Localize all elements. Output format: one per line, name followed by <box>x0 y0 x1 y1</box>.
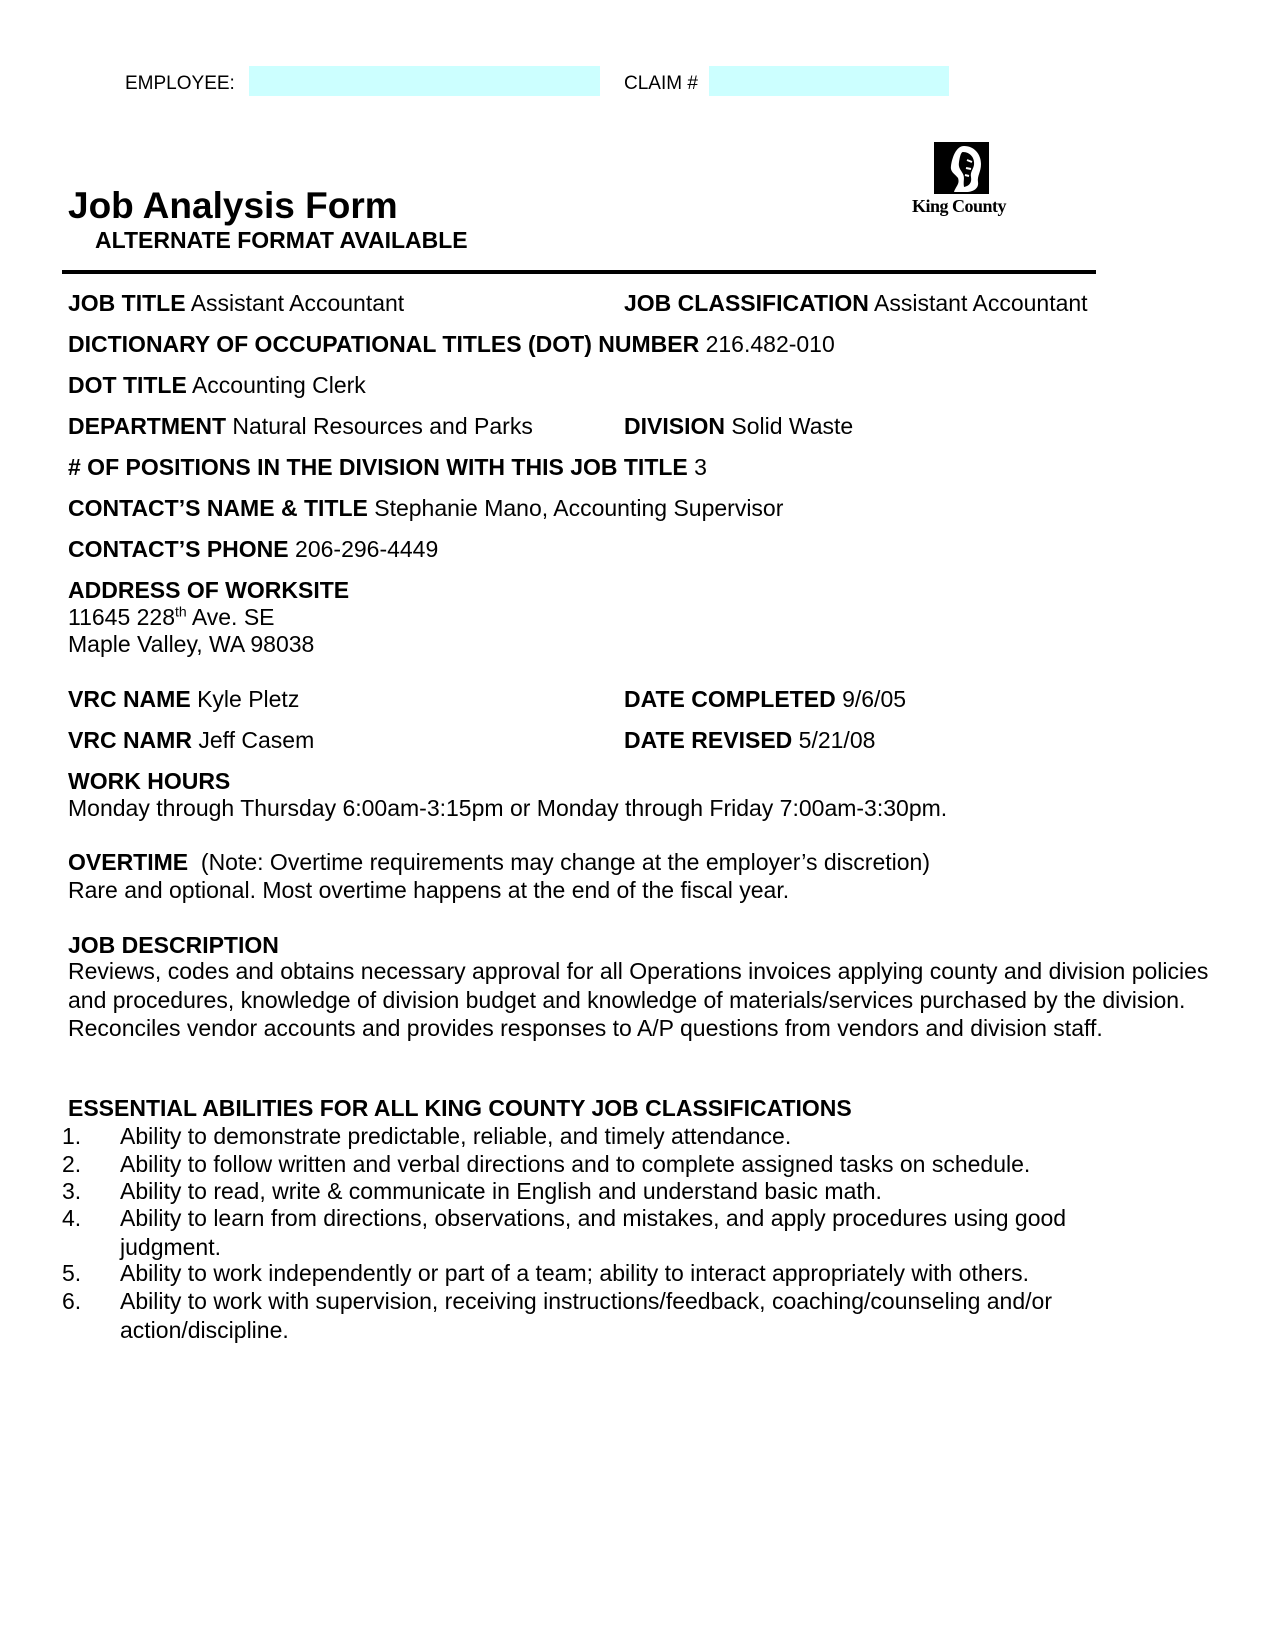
essential-abilities-label: ESSENTIAL ABILITIES FOR ALL KING COUNTY JOB CLASSIFICATIONS <box>68 1095 852 1121</box>
vrc-name-row <box>68 685 299 713</box>
positions-label: # OF POSITIONS IN THE DIVISION WITH THIS JOB TITLE <box>68 454 688 480</box>
contact-name-row <box>68 494 783 522</box>
job-description-label: JOB DESCRIPTION <box>68 932 279 958</box>
address-line2: Maple Valley, WA 98038 <box>68 631 315 657</box>
list-item <box>62 1204 1212 1260</box>
dot-title-row <box>68 371 366 399</box>
list-item <box>62 1150 1212 1178</box>
form-subtitle: ALTERNATE FORMAT AVAILABLE <box>95 227 468 253</box>
claim-label: CLAIM # <box>624 73 698 94</box>
employee-label: EMPLOYEE: <box>125 73 235 94</box>
list-item <box>62 1177 1212 1205</box>
vrc-namr-row <box>68 726 314 754</box>
vrc-namr-value: Jeff Casem <box>198 727 315 753</box>
positions-row <box>68 453 707 481</box>
contact-name-value: Stephanie Mano, Accounting Supervisor <box>374 495 784 521</box>
list-item-number: 6. <box>62 1288 82 1314</box>
dot-number-label: DICTIONARY OF OCCUPATIONAL TITLES (DOT) NUMBER <box>68 331 700 357</box>
job-classification-label: JOB CLASSIFICATION <box>624 290 869 316</box>
overtime-row <box>68 848 930 876</box>
list-item-text: Ability to work independently or part of a team; ability to interact appropriately with others. <box>120 1260 1029 1286</box>
employee-input[interactable] <box>249 66 600 96</box>
form-title: Job Analysis Form <box>68 185 398 226</box>
division-row <box>624 412 853 440</box>
contact-name-label: CONTACT’S NAME & TITLE <box>68 495 368 521</box>
department-row <box>68 412 533 440</box>
contact-phone-row <box>68 535 438 563</box>
list-item <box>62 1259 1212 1287</box>
list-item-number: 2. <box>62 1151 82 1177</box>
division-value: Solid Waste <box>731 413 854 439</box>
list-item-number: 5. <box>62 1260 82 1286</box>
date-completed-value: 9/6/05 <box>842 686 907 712</box>
date-revised-label: DATE REVISED <box>624 727 793 753</box>
king-county-emblem-icon <box>934 142 989 194</box>
division-label: DIVISION <box>624 413 725 439</box>
department-label: DEPARTMENT <box>68 413 227 439</box>
king-county-logo-text: King County <box>912 196 1007 216</box>
job-title-row <box>68 289 404 317</box>
list-item-number: 3. <box>62 1178 82 1204</box>
vrc-name-label: VRC NAME <box>68 686 191 712</box>
date-completed-label: DATE COMPLETED <box>624 686 836 712</box>
list-item-text: Ability to demonstrate predictable, reliable, and timely attendance. <box>120 1123 792 1149</box>
address-line1-sup: th <box>175 603 187 620</box>
dot-number-value: 216.482-010 <box>705 331 835 357</box>
job-classification-row <box>624 289 1088 317</box>
job-title-value: Assistant Accountant <box>190 290 405 316</box>
dot-number-row <box>68 330 835 358</box>
dot-title-value: Accounting Clerk <box>191 372 366 398</box>
positions-value: 3 <box>694 454 707 480</box>
address-line1-pre: 11645 228 <box>68 604 176 630</box>
vrc-name-value: Kyle Pletz <box>197 686 300 712</box>
job-description-text: Reviews, codes and obtains necessary approval for all Operations invoices applying county and division policies and procedures, knowledge of division budget and knowledge of materials/services purchased by the division. Reconciles vendor accounts and provides responses to A/P questions from vendors and division staff. <box>68 958 1209 1041</box>
department-value: Natural Resources and Parks <box>232 413 533 439</box>
list-item-text: Ability to read, write & communicate in English and understand basic math. <box>120 1178 882 1204</box>
overtime-note: (Note: Overtime requirements may change at the employer’s discretion) <box>200 849 930 875</box>
address-label: ADDRESS OF WORKSITE <box>68 577 350 603</box>
address-line1 <box>68 603 275 631</box>
contact-phone-value: 206-296-4449 <box>295 536 439 562</box>
list-item <box>62 1122 1212 1150</box>
overtime-text: Rare and optional. Most overtime happens at the end of the fiscal year. <box>68 877 790 903</box>
work-hours-label: WORK HOURS <box>68 768 231 794</box>
title-divider <box>62 270 1096 274</box>
list-item-text: Ability to learn from directions, observations, and mistakes, and apply procedures using good judgment. <box>120 1205 1067 1260</box>
list-item-text: Ability to work with supervision, receiving instructions/feedback, coaching/counseling and/or action/discipline. <box>120 1288 1052 1343</box>
list-item-number: 4. <box>62 1205 82 1231</box>
date-revised-value: 5/21/08 <box>798 727 876 753</box>
list-item-number: 1. <box>62 1123 82 1149</box>
overtime-label: OVERTIME <box>68 849 189 875</box>
date-completed-row <box>624 685 906 713</box>
job-classification-value: Assistant Accountant <box>874 290 1088 316</box>
dot-title-label: DOT TITLE <box>68 372 187 398</box>
king-county-logo <box>934 142 989 194</box>
vrc-namr-label: VRC NAMR <box>68 727 192 753</box>
job-title-label: JOB TITLE <box>68 290 186 316</box>
contact-phone-label: CONTACT’S PHONE <box>68 536 289 562</box>
list-item-text: Ability to follow written and verbal directions and to complete assigned tasks on schedule. <box>120 1151 1031 1177</box>
address-line1-post: Ave. SE <box>186 604 275 630</box>
date-revised-row <box>624 726 875 754</box>
list-item <box>62 1287 1212 1343</box>
claim-input[interactable] <box>709 66 949 96</box>
work-hours-text: Monday through Thursday 6:00am-3:15pm or Monday through Friday 7:00am-3:30pm. <box>68 795 948 821</box>
